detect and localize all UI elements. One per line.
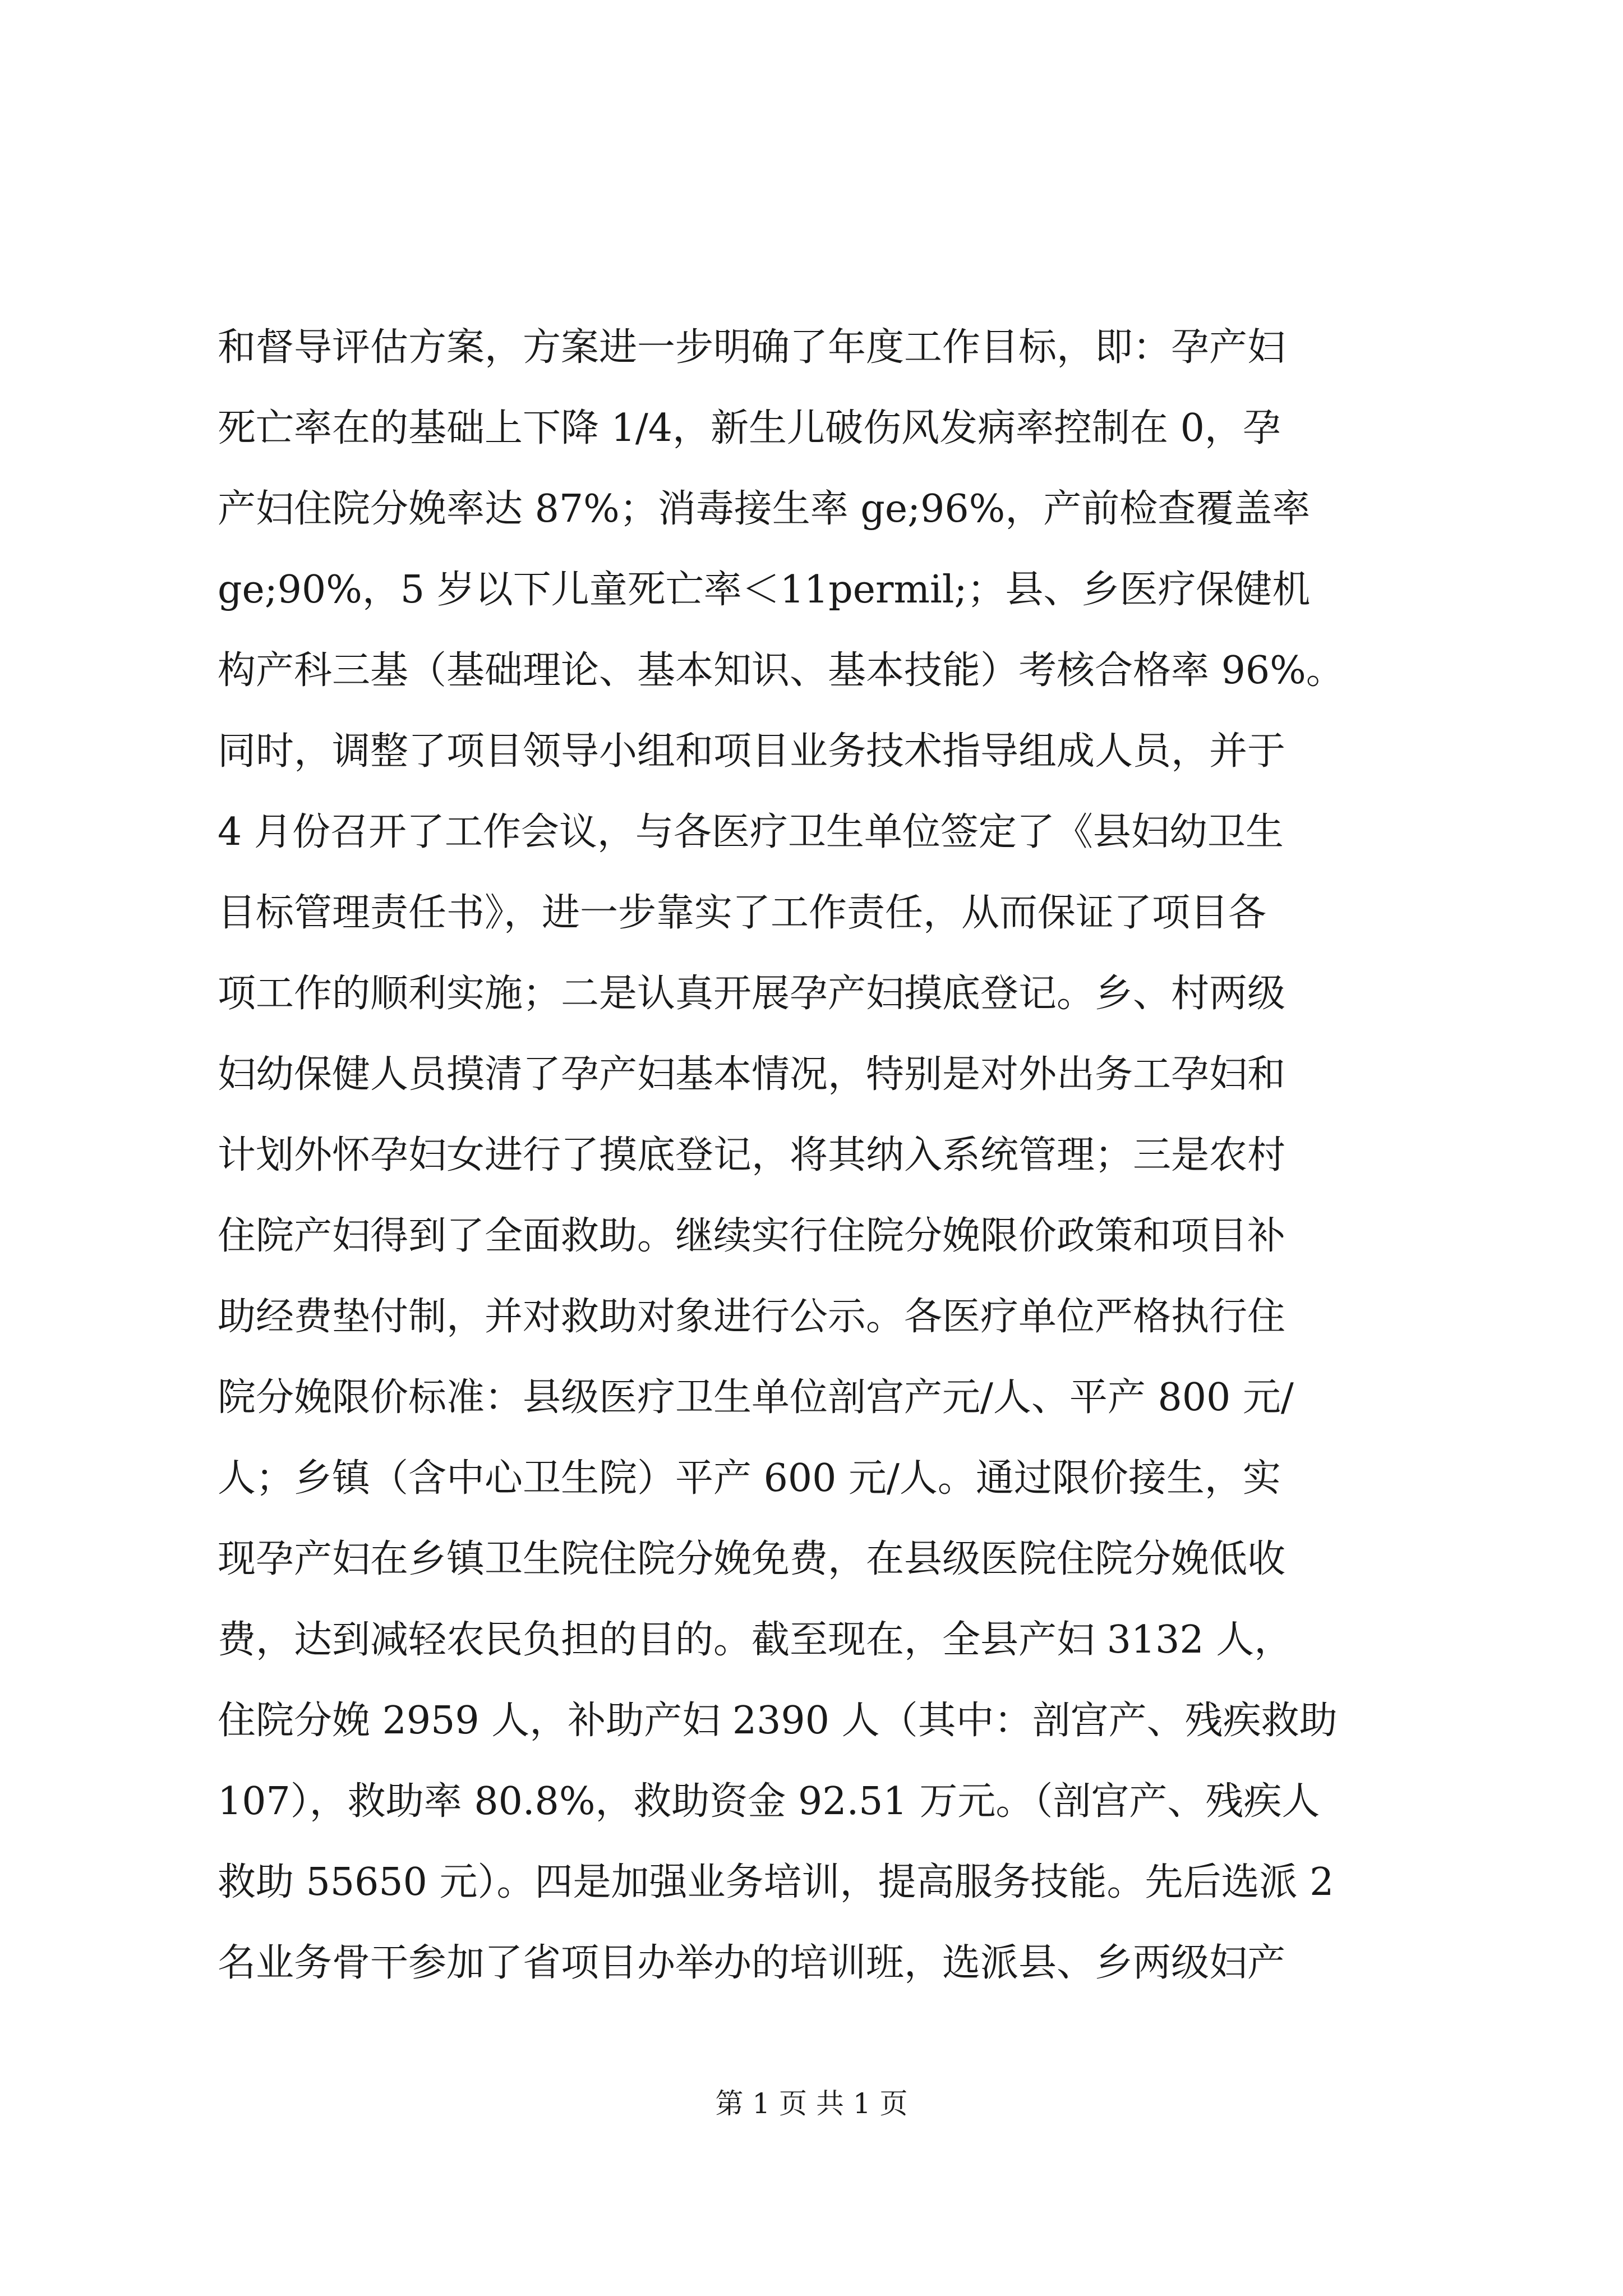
text-line: 院分娩限价标准：县级医疗卫生单位剖宫产元/人、平产 800 元/	[218, 1375, 1294, 1420]
text-line: 住院分娩 2959 人，补助产妇 2390 人（其中：剖宫产、残疾救助	[218, 1699, 1338, 1743]
text-line: 构产科三基（基础理论、基本知识、基本技能）考核合格率 96%。	[218, 648, 1344, 693]
text-line: 助经费垫付制，并对救助对象进行公示。各医疗单位严格执行住	[218, 1295, 1286, 1339]
text-line: 住院产妇得到了全面救助。继续实行住院分娩限价政策和项目补	[218, 1214, 1286, 1258]
text-line: 救助 55650 元）。四是加强业务培训，提高服务技能。先后选派 2	[218, 1860, 1334, 1904]
text-line: 4 月份召开了工作会议，与各医疗卫生单位签定了《县妇幼卫生	[218, 810, 1284, 854]
text-line: 死亡率在的基础上下降 1/4，新生儿破伤风发病率控制在 0，孕	[218, 406, 1281, 450]
text-line: 项工作的顺利实施；二是认真开展孕产妇摸底登记。乡、村两级	[218, 972, 1286, 1016]
page-footer: 第 1 页 共 1 页	[715, 2087, 908, 2120]
text-line: 和督导评估方案，方案进一步明确了年度工作目标，即：孕产妇	[218, 325, 1286, 370]
text-line: 人；乡镇（含中心卫生院）平产 600 元/人。通过限价接生，实	[218, 1456, 1281, 1501]
text-line: 产妇住院分娩率达 87%；消毒接生率 ge;96%，产前检查覆盖率	[218, 487, 1311, 531]
text-line: 目标管理责任书》，进一步靠实了工作责任，从而保证了项目各	[218, 891, 1267, 935]
text-line: 费，达到减轻农民负担的目的。截至现在，全县产妇 3132 人，	[218, 1618, 1293, 1662]
text-line: 现孕产妇在乡镇卫生院住院分娩免费，在县级医院住院分娩低收	[218, 1537, 1286, 1581]
text-line: 名业务骨干参加了省项目办举办的培训班，选派县、乡两级妇产	[218, 1941, 1286, 1985]
text-line: ge;90%，5 岁以下儿童死亡率＜11permil;；县、乡医疗保健机	[218, 568, 1311, 612]
text-line: 同时，调整了项目领导小组和项目业务技术指导组成人员，并于	[218, 729, 1286, 774]
text-line: 妇幼保健人员摸清了孕产妇基本情况，特别是对外出务工孕妇和	[218, 1052, 1286, 1097]
text-line: 107），救助率 80.8%，救助资金 92.51 万元。（剖宫产、残疾人	[218, 1779, 1320, 1824]
text-line: 计划外怀孕妇女进行了摸底登记，将其纳入系统管理；三是农村	[218, 1133, 1286, 1177]
body-text	[218, 307, 1429, 2004]
